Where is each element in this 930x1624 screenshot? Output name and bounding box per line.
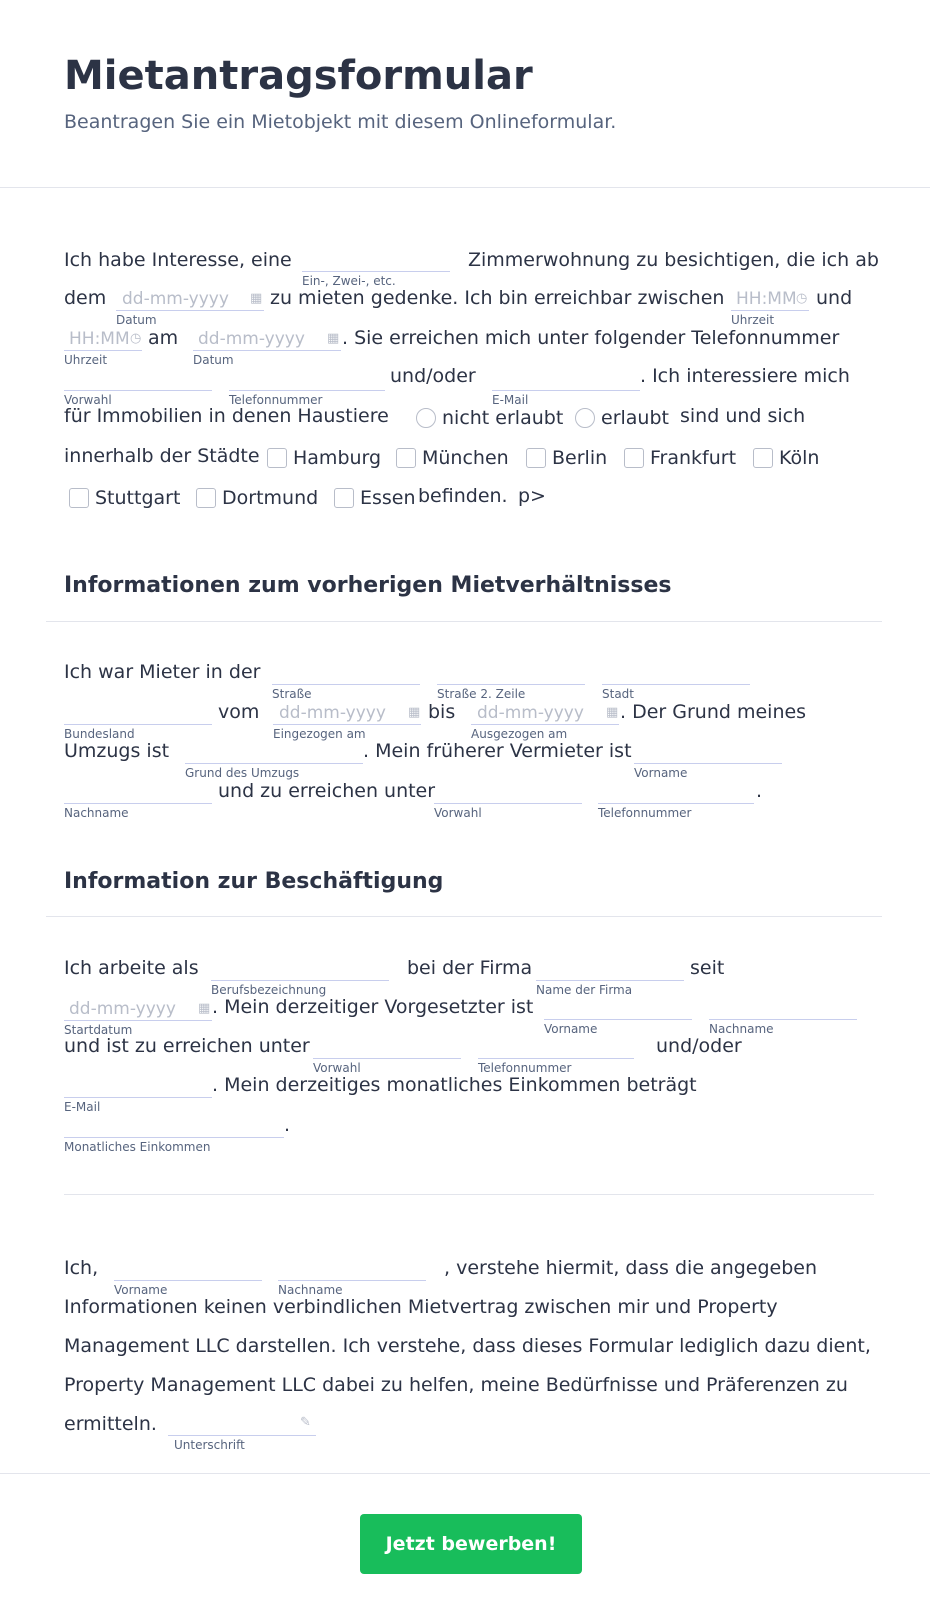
supervisor-phone-input[interactable]	[478, 1058, 634, 1059]
move-in-date-input[interactable]: dd-mm-yyyy	[279, 703, 386, 723]
intro-text-8: und/oder	[390, 365, 476, 387]
agreement-text-2: , verstehe hiermit, dass die angegeben	[444, 1257, 818, 1279]
phone-label: Telefonnummer	[229, 393, 323, 407]
intro-text-3: dem	[64, 287, 107, 309]
previous-text-1: Ich war Mieter in der	[64, 661, 261, 683]
rooms-input[interactable]	[302, 271, 450, 272]
submit-button[interactable]: Jetzt bewerben!	[360, 1514, 582, 1574]
city-muenchen-checkbox[interactable]	[396, 448, 416, 468]
job-title-input[interactable]	[211, 980, 389, 981]
calendar-icon[interactable]: ▦	[606, 705, 619, 720]
income-label: Monatliches Einkommen	[64, 1140, 211, 1154]
footer-divider	[0, 1473, 930, 1474]
move-out-date-line	[471, 724, 619, 725]
move-in-label: Eingezogen am	[273, 727, 366, 741]
previous-text-6: . Mein früherer Vermieter ist	[363, 740, 632, 762]
applicant-firstname-input[interactable]	[114, 1280, 262, 1281]
state-label: Bundesland	[64, 727, 135, 741]
pets-not-allowed-radio[interactable]	[416, 408, 436, 428]
supervisor-firstname-label: Vorname	[544, 1022, 598, 1036]
employment-text-8: .	[284, 1114, 291, 1136]
income-input[interactable]	[64, 1137, 284, 1138]
applicant-firstname-label: Vorname	[114, 1283, 168, 1297]
intro-text-10: für Immobilien in denen Haustiere	[64, 405, 389, 427]
area-code-label: Vorwahl	[64, 393, 112, 407]
viewing-date-input[interactable]: dd-mm-yyyy	[122, 289, 229, 309]
employment-text-5: und ist zu erreichen unter	[64, 1035, 310, 1057]
clock-icon[interactable]: ◷	[130, 331, 142, 346]
intro-text-7: . Sie erreichen mich unter folgender Telefonnummer	[342, 327, 840, 349]
time-from-line	[731, 310, 809, 311]
supervisor-areacode-label: Vorwahl	[313, 1061, 361, 1075]
calendar-icon[interactable]: ▦	[408, 705, 421, 720]
calendar-icon[interactable]: ▦	[327, 331, 340, 346]
email-input[interactable]	[492, 390, 640, 391]
supervisor-email-label: E-Mail	[64, 1100, 101, 1114]
city-muenchen-label[interactable]: München	[422, 447, 509, 469]
landlord-phone-input[interactable]	[598, 803, 754, 804]
street2-label: Straße 2. Zeile	[437, 687, 526, 701]
city-essen-checkbox[interactable]	[334, 488, 354, 508]
intro-text-4: zu mieten gedenke. Ich bin erreichbar zwischen	[270, 287, 725, 309]
city-hamburg-checkbox[interactable]	[267, 448, 287, 468]
city-stuttgart-label[interactable]: Stuttgart	[95, 487, 181, 509]
previous-text-2: vom	[218, 701, 260, 723]
page-title: Mietantragsformular	[64, 53, 533, 99]
landlord-firstname-label: Vorname	[634, 766, 688, 780]
clock-icon[interactable]: ◷	[796, 291, 808, 306]
reason-input[interactable]	[185, 763, 363, 764]
previous-text-3: bis	[428, 701, 456, 723]
pets-not-allowed-label[interactable]: nicht erlaubt	[442, 407, 564, 429]
agreement-text-4: Management LLC darstellen. Ich verstehe, dass dieses Formular lediglich dazu dient,	[64, 1335, 871, 1357]
previous-text-8: .	[756, 780, 763, 802]
viewing-date-line	[116, 310, 264, 311]
supervisor-areacode-input[interactable]	[313, 1058, 461, 1059]
previous-text-7: und zu erreichen unter	[218, 780, 436, 802]
header-divider	[0, 187, 930, 188]
city-essen-label[interactable]: Essen	[360, 487, 416, 509]
previous-heading: Informationen zum vorherigen Mietverhältnisses	[64, 573, 672, 598]
start-date-input[interactable]: dd-mm-yyyy	[69, 999, 176, 1019]
city-frankfurt-checkbox[interactable]	[624, 448, 644, 468]
signature-label: Unterschrift	[174, 1438, 245, 1452]
employment-heading: Information zur Beschäftigung	[64, 869, 444, 894]
move-out-label: Ausgezogen am	[471, 727, 568, 741]
landlord-areacode-input[interactable]	[434, 803, 582, 804]
start-date-label: Startdatum	[64, 1023, 133, 1037]
city-koeln-checkbox[interactable]	[753, 448, 773, 468]
phone-input[interactable]	[229, 390, 385, 391]
landlord-lastname-label: Nachname	[64, 806, 129, 820]
street2-input[interactable]	[437, 684, 585, 685]
email-label: E-Mail	[492, 393, 529, 407]
time-from-input[interactable]: HH:MM	[736, 289, 797, 309]
employment-text-6: und/oder	[656, 1035, 742, 1057]
street-label: Straße	[272, 687, 312, 701]
supervisor-phone-label: Telefonnummer	[478, 1061, 572, 1075]
supervisor-lastname-label: Nachname	[709, 1022, 774, 1036]
pets-allowed-label[interactable]: erlaubt	[601, 407, 669, 429]
time-to-input[interactable]: HH:MM	[69, 329, 130, 349]
move-in-date-line	[273, 724, 421, 725]
supervisor-firstname-input[interactable]	[544, 1019, 692, 1020]
company-input[interactable]	[536, 980, 684, 981]
landlord-lastname-input[interactable]	[64, 803, 212, 804]
rooms-label: Ein-, Zwei-, etc.	[302, 274, 396, 288]
previous-text-5: Umzugs ist	[64, 740, 170, 762]
city-berlin-checkbox[interactable]	[526, 448, 546, 468]
signature-input[interactable]	[168, 1435, 316, 1436]
city-frankfurt-label[interactable]: Frankfurt	[650, 447, 737, 469]
employment-text-2: bei der Firma	[407, 957, 533, 979]
contact-date-line	[193, 350, 341, 351]
time-to-line	[64, 350, 142, 351]
intro-text-12: innerhalb der Städte	[64, 445, 260, 467]
street-input[interactable]	[272, 684, 420, 685]
landlord-firstname-input[interactable]	[634, 763, 782, 764]
employment-text-1: Ich arbeite als	[64, 957, 199, 979]
reason-label: Grund des Umzugs	[185, 766, 300, 780]
time-from-label: Uhrzeit	[731, 313, 775, 327]
intro-text-13: befinden.	[418, 485, 508, 507]
company-label: Name der Firma	[536, 983, 633, 997]
supervisor-lastname-input[interactable]	[709, 1019, 857, 1020]
landlord-phone-label: Telefonnummer	[598, 806, 692, 820]
intro-text-5: und	[816, 287, 853, 309]
pets-allowed-radio[interactable]	[575, 408, 595, 428]
landlord-areacode-label: Vorwahl	[434, 806, 482, 820]
viewing-date-label: Datum	[116, 313, 157, 327]
agreement-text-3: Informationen keinen verbindlichen Mietvertrag zwischen mir und Property	[64, 1296, 778, 1318]
calendar-icon[interactable]: ▦	[250, 291, 263, 306]
agreement-text-6: ermitteln.	[64, 1413, 157, 1435]
employment-text-4: . Mein derzeitiger Vorgesetzter ist	[212, 996, 534, 1018]
city-input[interactable]	[602, 684, 750, 685]
supervisor-email-input[interactable]	[64, 1097, 212, 1098]
intro-text-1: Ich habe Interesse, eine	[64, 249, 292, 271]
city-koeln-label[interactable]: Köln	[779, 447, 820, 469]
area-code-input[interactable]	[64, 390, 212, 391]
employment-divider	[46, 916, 882, 917]
contact-date-label: Datum	[193, 353, 234, 367]
agreement-divider	[64, 1194, 874, 1195]
city-label: Stadt	[602, 687, 634, 701]
city-hamburg-label[interactable]: Hamburg	[293, 447, 382, 469]
agreement-text-1: Ich,	[64, 1257, 99, 1279]
job-title-label: Berufsbezeichnung	[211, 983, 327, 997]
employment-text-7: . Mein derzeitiges monatliches Einkommen beträgt	[212, 1074, 697, 1096]
calendar-icon[interactable]: ▦	[198, 1001, 211, 1016]
city-dortmund-checkbox[interactable]	[196, 488, 216, 508]
agreement-text-5: Property Management LLC dabei zu helfen, meine Bedürfnisse und Präferenzen zu	[64, 1374, 848, 1396]
move-out-date-input[interactable]: dd-mm-yyyy	[477, 703, 584, 723]
employment-text-3: seit	[690, 957, 725, 979]
intro-text-9: . Ich interessiere mich	[640, 365, 850, 387]
city-stuttgart-checkbox[interactable]	[69, 488, 89, 508]
contact-date-input[interactable]: dd-mm-yyyy	[198, 329, 305, 349]
intro-text-11: sind und sich	[680, 405, 806, 427]
intro-text-6: am	[148, 327, 179, 349]
applicant-lastname-label: Nachname	[278, 1283, 343, 1297]
city-dortmund-label[interactable]: Dortmund	[222, 487, 319, 509]
city-berlin-label[interactable]: Berlin	[552, 447, 608, 469]
start-date-line	[64, 1020, 212, 1021]
previous-divider	[46, 621, 882, 622]
state-input[interactable]	[64, 724, 212, 725]
intro-text-14: p>	[518, 485, 546, 507]
page-subtitle: Beantragen Sie ein Mietobjekt mit diesem Onlineformular.	[64, 111, 617, 133]
applicant-lastname-input[interactable]	[278, 1280, 426, 1281]
pen-icon[interactable]: ✎	[300, 1415, 311, 1430]
time-to-label: Uhrzeit	[64, 353, 108, 367]
previous-text-4: . Der Grund meines	[620, 701, 807, 723]
intro-text-2: Zimmerwohnung zu besichtigen, die ich ab	[468, 249, 879, 271]
